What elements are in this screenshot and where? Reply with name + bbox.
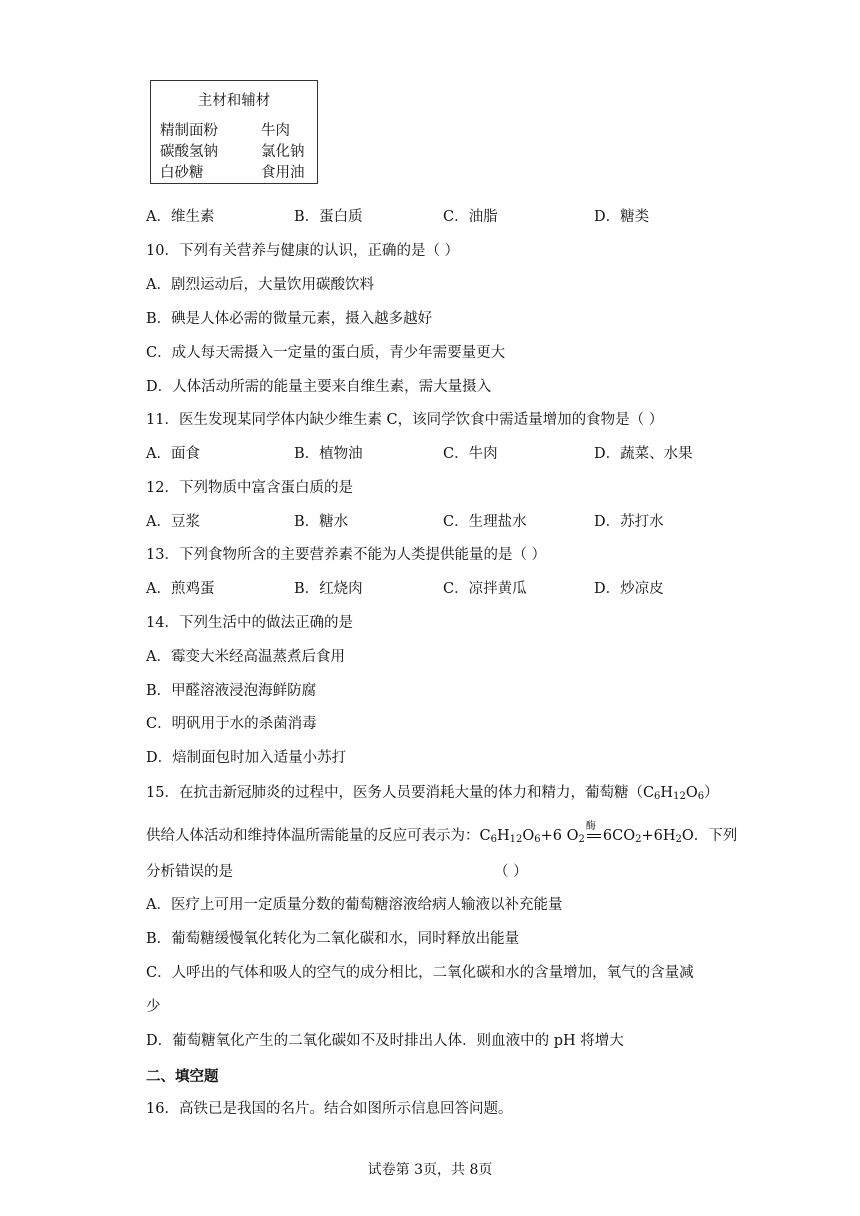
section-heading: 二、填空题 <box>146 1069 219 1085</box>
ingredient-item: 食用油 <box>261 165 305 181</box>
q15-option-c-cont: 少 <box>146 999 161 1015</box>
ingredient-item: 氯化钠 <box>261 144 305 160</box>
ingredient-box-title: 主材和辅材 <box>197 93 271 109</box>
q16-stem: 16．高铁已是我国的名片。结合如图所示信息回答问题。 <box>146 1101 513 1117</box>
q12-stem: 12．下列物质中富含蛋白质的是 <box>146 480 353 496</box>
q12-option-b: B．糖水 <box>294 514 349 530</box>
enzyme-condition: 酶 <box>585 826 603 846</box>
q10-option-c: C．成人每天需摄入一定量的蛋白质，青少年需要量更大 <box>146 345 506 361</box>
q15-option-c: C．人呼出的气体和吸人的空气的成分相比，二氧化碳和水的含量增加，氧气的含量减 <box>146 965 694 981</box>
q11-option-c: C．牛肉 <box>443 446 498 462</box>
q14-option-a: A．霉变大米经高温蒸煮后食用 <box>146 649 345 665</box>
q15-line-3: 分析错误的是 <box>146 864 233 880</box>
ingredient-item: 精制面粉 <box>160 123 218 139</box>
q13-option-b: B．红烧肉 <box>294 581 363 597</box>
q13-option-d: D．炒凉皮 <box>594 581 664 597</box>
q10-stem: 10．下列有关营养与健康的认识，正确的是（ ） <box>146 243 460 259</box>
q15-option-b: B．葡萄糖缓慢氧化转化为二氧化碳和水，同时释放出能量 <box>146 931 520 947</box>
q14-option-c: C．明矾用于水的杀菌消毒 <box>146 716 317 732</box>
q15-option-d: D．葡萄糖氧化产生的二氧化碳如不及时排出人体．则血液中的 pH 将增大 <box>146 1033 624 1049</box>
q9-option-c: C．油脂 <box>443 209 498 225</box>
q15-answer-paren: （ ） <box>494 864 528 880</box>
q15-line-2: 供给人体活动和维持体温所需能量的反应可表示为：$C_6H_{12}O_6+6$ $O_2$ 酶 $6CO_2+6H_2O$．下列 <box>146 821 738 845</box>
ingredient-item: 碳酸氢钠 <box>160 144 218 160</box>
q14-stem: 14．下列生活中的做法正确的是 <box>146 615 353 631</box>
q13-option-c: C．凉拌黄瓜 <box>443 581 527 597</box>
page-footer: 试卷第 3页，共 8页 <box>367 1162 493 1178</box>
q12-option-d: D．苏打水 <box>594 514 664 530</box>
q11-option-b: B．植物油 <box>294 446 363 462</box>
q9-option-b: B．蛋白质 <box>294 209 363 225</box>
q14-option-d: D．焙制面包时加入适量小苏打 <box>146 750 347 766</box>
q10-option-d: D．人体活动所需的能量主要来自维生素，需大量摄入 <box>146 379 492 395</box>
q12-option-a: A．豆浆 <box>146 514 200 530</box>
q13-stem: 13．下列食物所含的主要营养素不能为人类提供能量的是（ ） <box>146 547 547 563</box>
q12-option-c: C．生理盐水 <box>443 514 527 530</box>
q9-option-a: A．维生素 <box>146 209 215 225</box>
q10-option-a: A．剧烈运动后，大量饮用碳酸饮料 <box>146 277 374 293</box>
q13-option-a: A．煎鸡蛋 <box>146 581 215 597</box>
q14-option-b: B．甲醛溶液浸泡海鲜防腐 <box>146 683 317 699</box>
q11-stem: 11．医生发现某同学体内缺少维生素 C，该同学饮食中需适量增加的食物是（ ） <box>146 412 664 428</box>
ingredient-item: 牛肉 <box>261 123 290 139</box>
ingredient-box <box>150 80 318 184</box>
q10-option-b: B．碘是人体必需的微量元素，摄入越多越好 <box>146 311 433 327</box>
q15-option-a: A．医疗上可用一定质量分数的葡萄糖溶液给病人输液以补充能量 <box>146 897 563 913</box>
q15-line-1: 15．在抗击新冠肺炎的过程中，医务人员要消耗大量的体力和精力，葡萄糖$(C_6H_{12}O_6)$ <box>146 785 719 802</box>
q9-option-d: D．糖类 <box>594 209 650 225</box>
q11-option-d: D．蔬菜、水果 <box>594 446 693 462</box>
ingredient-item: 白砂糖 <box>160 165 204 181</box>
q11-option-a: A．面食 <box>146 446 200 462</box>
